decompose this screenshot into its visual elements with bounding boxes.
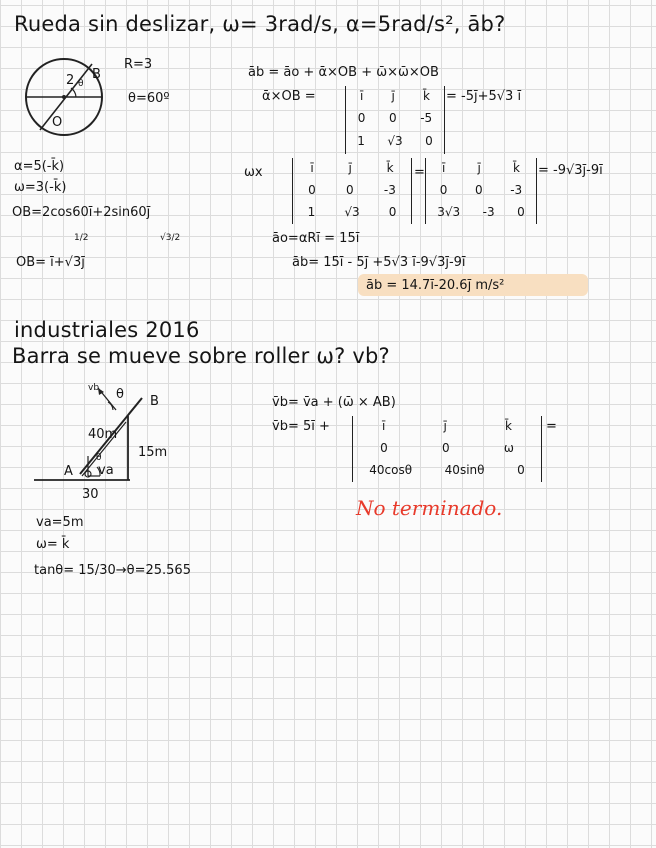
cross2-result: = -9√3j̄-9ī (538, 163, 603, 178)
diagram-label-B: B (92, 67, 101, 82)
diagram-A: A (64, 464, 73, 479)
diagram-label-2: 2 (66, 73, 75, 88)
cross1-lhs: ᾱ×OB = (262, 89, 316, 104)
diagram-15m: 15m (138, 445, 168, 460)
problem2-title-1: industriales 2016 (14, 318, 200, 342)
answer-line: āb = 14.7ī-20.6j̄ m/s² (366, 278, 505, 293)
diagram-theta-top: θ (116, 387, 124, 402)
omega-line-2: ω= k̄ (36, 537, 70, 552)
status-note: No terminado. (356, 496, 503, 520)
ao-line: āo=αRī = 15ī (272, 231, 360, 246)
diagram-theta-bot: θ (96, 453, 102, 463)
frac-root: √3/2 (160, 233, 181, 243)
ab-line: āb= 15ī - 5j̄ +5√3 ī-9√3j̄-9ī (292, 255, 466, 270)
wheel-diagram (20, 52, 120, 152)
diagram-B: B (150, 394, 159, 409)
theta-value: θ=60º (128, 91, 170, 106)
diagram-30: 30 (82, 487, 99, 502)
problem2-title-2: Barra se mueve sobre roller ω? vb? (12, 344, 390, 368)
diagram-40m: 40m (88, 427, 118, 442)
vb-matrix: ī j̄ k̄ 0 0 ω 40cosθ 40sinθ 0 (352, 416, 542, 482)
cross2-lhs: ωx (244, 165, 263, 180)
va-line: va=5m (36, 515, 84, 530)
alpha-line: α=5(-k̄) (14, 159, 65, 174)
diagram-va: va (98, 463, 114, 478)
cross1-result: = -5j̄+5√3 ī (446, 89, 522, 104)
cross1-matrix: ī j̄ k̄ 0 0 -5 1 √3 0 (345, 86, 445, 154)
diagram-vb: vb (88, 383, 100, 393)
radius-value: R=3 (124, 57, 153, 72)
cross2-matrix-b: ī j̄ k̄ 0 0 -3 3√3 -3 0 (425, 158, 537, 224)
diagram-label-theta: θ (78, 79, 84, 89)
diagram-label-O: O (52, 115, 63, 130)
vb-eq-tail: = (546, 419, 557, 434)
vb-equation-lhs: v̄b= 5ī + (272, 419, 330, 434)
vb-equation: v̄b= v̄a + (ω̄ × AB) (272, 395, 396, 410)
tan-line: tanθ= 15/30→θ=25.565 (34, 563, 191, 578)
problem1-title: Rueda sin deslizar, ω= 3rad/s, α=5rad/s², āb? (14, 12, 506, 36)
omega-line: ω=3(-k̄) (14, 180, 67, 195)
frac-half: 1/2 (74, 233, 89, 243)
ob-line: OB=2cos60ī+2sin60j̄ (12, 205, 151, 220)
ob-result: OB= ī+√3j̄ (16, 255, 85, 270)
cross2-matrix-a: ī j̄ k̄ 0 0 -3 1 √3 0 (292, 158, 412, 224)
accel-equation: āb = āo + ᾱ×OB + ω̄×ω̄×OB (248, 65, 439, 80)
